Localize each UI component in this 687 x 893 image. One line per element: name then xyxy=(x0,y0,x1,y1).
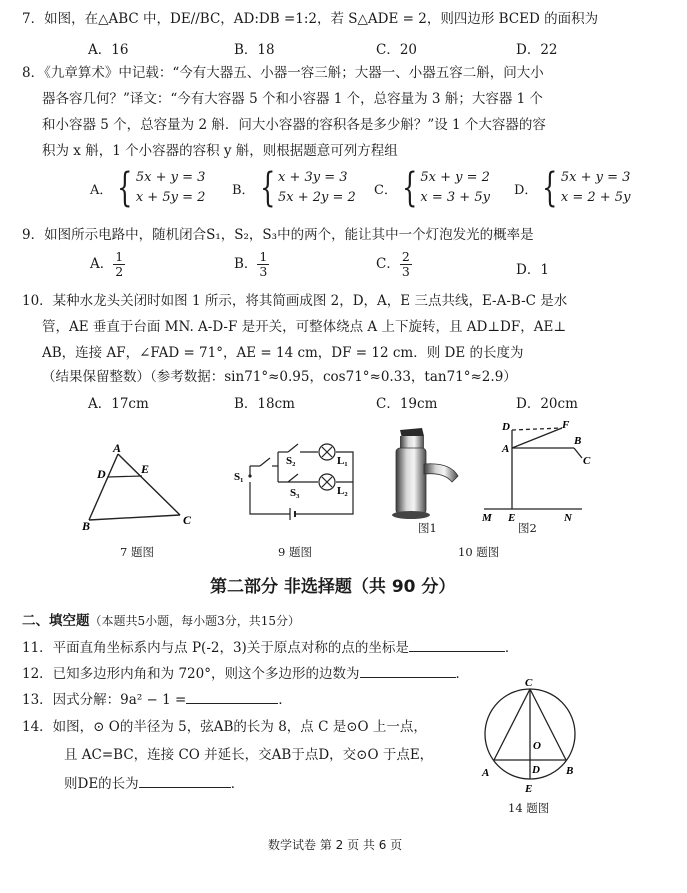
label-e: E xyxy=(508,512,516,524)
faucet-cap xyxy=(400,436,424,448)
option-label: A． xyxy=(90,182,113,198)
q8-line-1: 8．《九章算术》中记载：“今有大器五、小器一容三斛；大器一、小器五容二斛，问大小 xyxy=(22,65,544,81)
equation-1: x + 3y = 3 xyxy=(278,170,348,185)
brace: { xyxy=(542,165,558,211)
q10-line-1: 10．某种水龙头关闭时如图 1 所示，将其简画成图 2，D，A，E 三点共线，E-A-B-C 是水 xyxy=(22,293,568,309)
q9-option-d xyxy=(516,258,549,278)
section-heading-label: 二、填空题 xyxy=(22,613,90,629)
label-o: O xyxy=(533,740,541,752)
numerator: 1 xyxy=(115,249,124,264)
q12-text: 12．已知多边形内角和为 720°，则这个多边形的边数为 xyxy=(22,666,360,682)
q10-option-a: A．17cm xyxy=(88,396,149,412)
label-c: C xyxy=(583,455,591,467)
point-label-b: B xyxy=(82,519,91,533)
equation-1: 5x + y = 3 xyxy=(560,170,631,185)
option-label: A． xyxy=(90,256,114,272)
label-c: C xyxy=(525,677,533,689)
figure-7-caption: 7 题图 xyxy=(120,545,154,559)
label-s3: S₃ xyxy=(290,487,300,499)
q10-line-4: （结果保留整数）（参考数据：sin71°≈0.95，cos71°≈0.33，tan71°≈2.9） xyxy=(42,369,517,385)
part-two-title: 第二部分 非选择题（共 90 分） xyxy=(210,577,456,597)
denominator: 3 xyxy=(259,264,268,279)
label-a: A xyxy=(482,767,490,779)
q8-line-2: 器各容几何？”译文：“今有大容器 5 个和小容器 1 个，总容量为 3 斛；大容器 1 个 xyxy=(42,91,543,107)
q7-option-a: A．16 xyxy=(88,42,129,58)
figure-14-circle xyxy=(478,676,582,798)
option-label: D． xyxy=(514,182,538,198)
q7-option-c: C．20 xyxy=(376,42,418,58)
q10-option-d: D．20cm xyxy=(516,396,578,412)
q12: 12．已知多边形内角和为 720°，则这个多边形的边数为 ． xyxy=(22,666,469,682)
figure-9-caption: 9 题图 xyxy=(278,545,312,559)
denominator: 3 xyxy=(401,264,410,279)
page-footer: 数学试卷 第 2 页 共 6 页 xyxy=(268,838,403,852)
faucet-illustration xyxy=(386,424,470,522)
q11-text: 11．平面直角坐标系内与点 P(-2，3)关于原点对称的点的坐标是 xyxy=(22,640,409,656)
side-ab xyxy=(89,454,118,520)
switch-s2-blade xyxy=(288,444,298,452)
point-label-c: C xyxy=(183,513,192,527)
q10-line-2: 管，AE 垂直于台面 MN. A-D-F 是开关，可整体绕点 A 上下旋转，且 AD⊥DF，AE⊥ xyxy=(42,319,567,335)
pipe-bc xyxy=(574,448,582,458)
equation-1: 5x + y = 3 xyxy=(135,170,206,185)
q8-option-a xyxy=(90,165,206,211)
q10-line-3: AB，连接 AF，∠FAD = 71°，AE = 14 cm，DF = 12 cm．则 DE 的长度为 xyxy=(42,345,524,361)
q11: 11．平面直角坐标系内与点 P(-2，3)关于原点对称的点的坐标是 ． xyxy=(22,640,519,656)
figure-2-label: 图2 xyxy=(518,521,537,535)
point-label-a: A xyxy=(113,441,122,455)
section-heading xyxy=(22,612,300,630)
section-heading-note: （本题共5小题，每小题3分，共15分） xyxy=(89,614,301,628)
option-label: B． xyxy=(234,256,258,272)
answer-blank[interactable] xyxy=(360,664,456,678)
option-value: 1 xyxy=(540,262,549,278)
label-d: D xyxy=(502,421,510,433)
point-label-d: D xyxy=(97,467,106,481)
q14-line-3-text: 则DE的长为 xyxy=(64,776,139,792)
faucet-base xyxy=(392,511,430,519)
equation-2: 5x + 2y = 2 xyxy=(278,190,356,205)
equation-2: x = 3 + 5y xyxy=(420,190,490,205)
equation-2: x + 5y = 2 xyxy=(135,190,206,205)
segment-df-dashed xyxy=(512,428,562,430)
figure-9-circuit xyxy=(228,436,368,526)
q7-stem: 7．如图，在△ABC 中，DE//BC，AD:DB =1:2，若 S△ADE = 2，则四边形 BCED 的面积为 xyxy=(22,11,599,27)
answer-blank[interactable] xyxy=(186,690,278,704)
q13-text: 13．因式分解：9a² − 1 = xyxy=(22,692,187,708)
q13: 13．因式分解：9a² − 1 = ． xyxy=(22,692,292,708)
wire-left-bottom xyxy=(250,482,290,514)
q8-line-3: 和小容器 5 个，总容量为 2 斛．问大小容器的容积各是多少斛？”设 1 个大容器的容 xyxy=(42,117,546,133)
label-d: D xyxy=(532,764,540,776)
label-n: N xyxy=(564,512,572,524)
point-label-e: E xyxy=(141,462,150,476)
numerator: 1 xyxy=(259,249,268,264)
q10-option-b: B．18cm xyxy=(234,396,295,412)
side-bc xyxy=(89,515,180,520)
q8-option-d xyxy=(514,165,631,211)
faucet-body xyxy=(396,448,426,514)
figure-7-triangle xyxy=(78,440,208,540)
q8-line-4: 积为 x 斛，1 个小容器的容积 y 斛，则根据题意可列方程组 xyxy=(42,143,398,159)
q14-line-3: 则DE的长为 ． xyxy=(64,776,245,792)
equation-2: x = 2 + 5y xyxy=(560,190,631,205)
label-m: M xyxy=(482,512,492,524)
brace: { xyxy=(402,165,418,211)
equation-1: 5x + y = 2 xyxy=(420,170,490,185)
q7-option-b: B．18 xyxy=(234,42,275,58)
label-e: E xyxy=(525,783,533,795)
answer-blank[interactable] xyxy=(409,638,505,652)
q9-option-c xyxy=(376,250,412,279)
label-b: B xyxy=(566,765,574,777)
q14-line-2: 且 AC=BC，连接 CO 并延长，交AB于点D，交⊙O 于点E， xyxy=(64,747,434,763)
label-s2: S₂ xyxy=(286,455,296,467)
switch-s3-blade xyxy=(288,474,298,482)
faucet-spout xyxy=(424,464,458,482)
q8-option-c xyxy=(374,165,490,211)
q9-option-a xyxy=(90,250,125,279)
q10-option-c: C．19cm xyxy=(376,396,438,412)
switch-s1-blade xyxy=(260,458,270,466)
answer-blank[interactable] xyxy=(139,774,231,788)
q9-option-b xyxy=(234,250,269,279)
option-label: B． xyxy=(232,182,255,198)
label-l1: L₁ xyxy=(337,455,348,467)
q14-line-1: 14．如图，⊙ O的半径为 5，弦AB的长为 8，点 C 是⊙O 上一点， xyxy=(22,719,427,735)
label-l2: L₂ xyxy=(337,485,348,497)
brace: { xyxy=(117,165,133,211)
label-a: A xyxy=(502,443,510,455)
segment-af xyxy=(512,428,562,448)
q9-stem: 9．如图所示电路中，随机闭合S₁，S₂，S₃中的两个，能让其中一个灯泡发光的概率是 xyxy=(22,227,534,243)
option-label: C． xyxy=(374,182,397,198)
denominator: 2 xyxy=(115,264,124,279)
node-dot xyxy=(248,474,251,477)
figure-14-caption: 14 题图 xyxy=(508,801,550,815)
label-f: F xyxy=(562,419,570,431)
option-label: C． xyxy=(376,256,400,272)
figure-1-label: 图1 xyxy=(418,521,437,535)
label-s1: S₁ xyxy=(234,471,244,483)
chord-ac xyxy=(494,689,530,760)
figure-10-schematic xyxy=(478,418,591,524)
q8-option-b xyxy=(232,165,356,211)
brace: { xyxy=(259,165,275,211)
figure-10-caption: 10 题图 xyxy=(458,545,500,559)
segment-de xyxy=(108,476,142,477)
label-b: B xyxy=(574,435,582,447)
option-label: D． xyxy=(516,262,541,278)
numerator: 2 xyxy=(401,249,410,264)
q7-option-d: D．22 xyxy=(516,42,558,58)
